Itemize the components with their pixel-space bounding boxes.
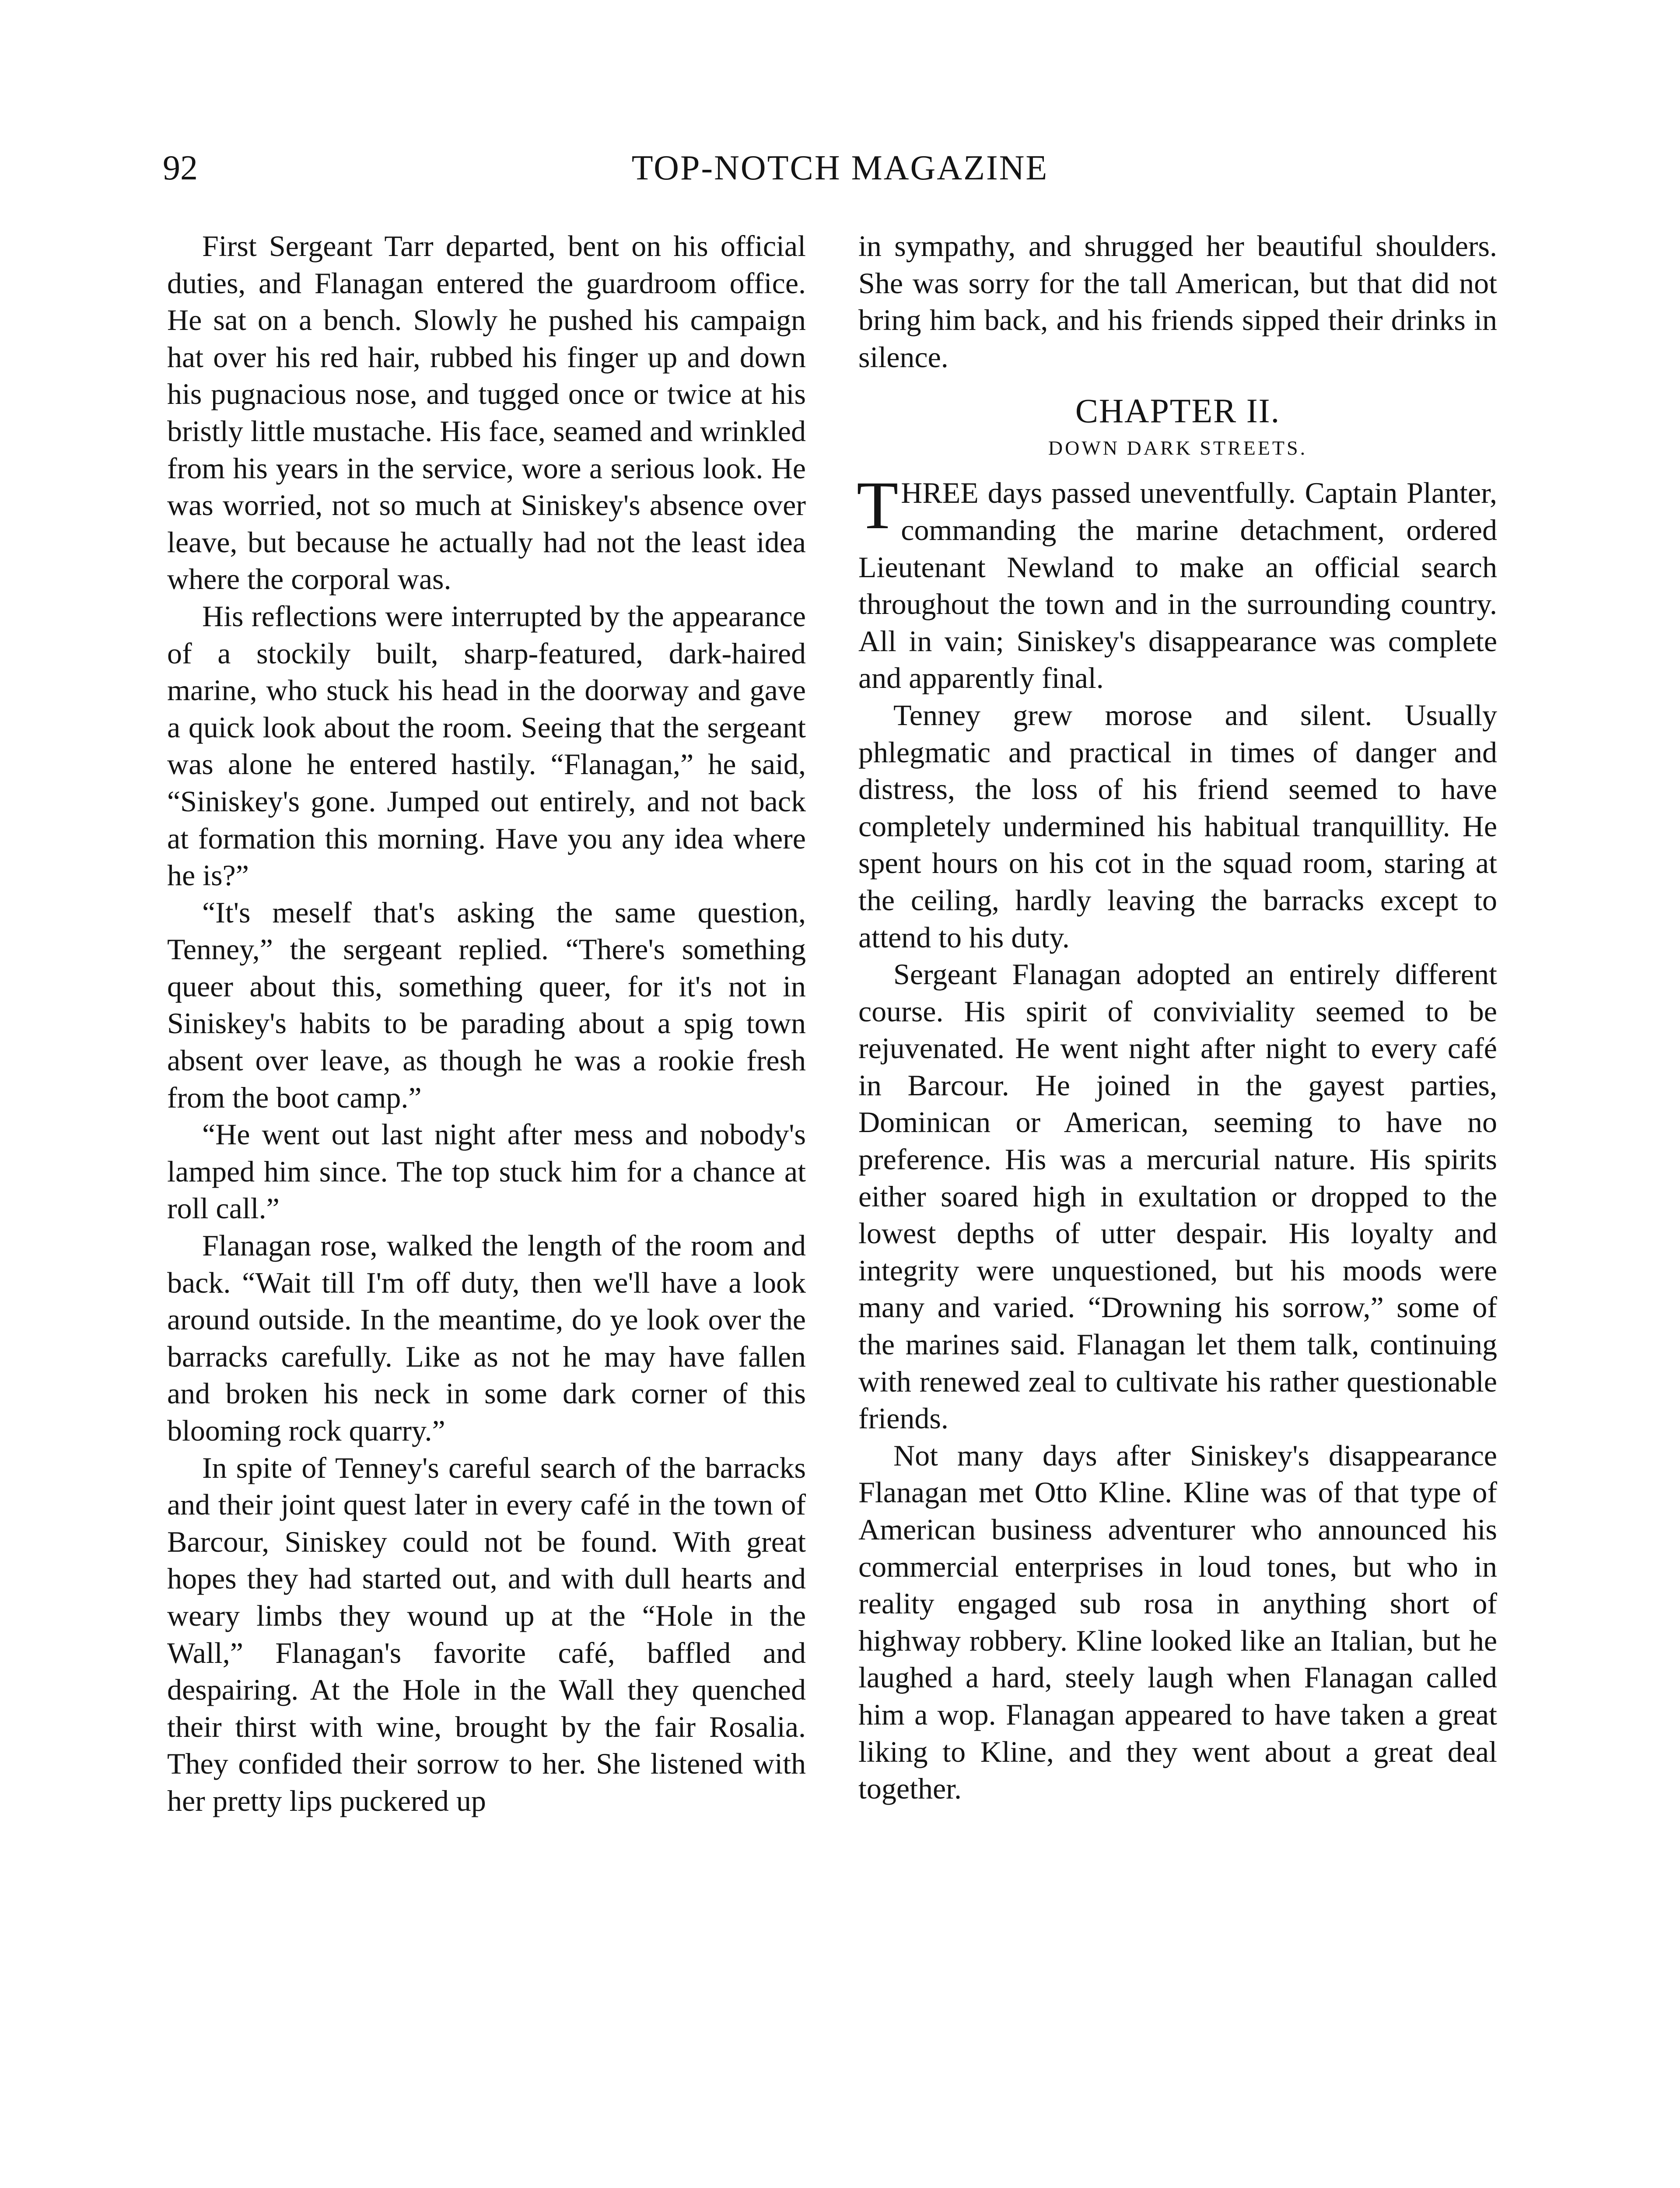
first-paragraph-text: HREE days passed uneventfully. Captain Planter, commanding the marine detachment, ordered Lieutenant Newland to make an official search throughout the town and in the surrounding country. All in vain; Siniskey's disappearance was complete and apparently final. (858, 476, 1497, 695)
chapter-subtitle: DOWN DARK STREETS. (1048, 437, 1308, 459)
paragraph: “He went out last night after mess and nobody's lamped him since. The top stuck him for a chance at roll call.” (167, 1118, 806, 1225)
paragraph: Not many days after Siniskey's disappearance Flanagan met Otto Kline. Kline was of that type of American business adventurer who announced his commercial enterprises in loud tones, but who in reality engaged sub rosa in anything short of highway robbery. Kline looked like an Italian, but he laughed a hard, steely laugh when Flanagan called him a wop. Flanagan appeared to have taken a great liking to Kline, and they went about a great deal together. (858, 1438, 1497, 1806)
right-column (858, 228, 1497, 1807)
chapter-title: CHAPTER II. (1075, 392, 1281, 430)
paragraph: Flanagan rose, walked the length of the room and back. “Wait till I'm off duty, then we'll have a look around outside. In the meantime, do ye look over the barracks carefully. Like as not he may have fallen and broken his neck in some dark corner of this blooming rock quarry.” (167, 1229, 806, 1447)
paragraph: Tenney grew morose and silent. Usually phlegmatic and practical in times of danger and distress, the loss of his friend seemed to have completely undermined his habitual tranquillity. He spent hours on his cot in the squad room, staring at the ceiling, hardly leaving the barracks except to attend to his duty. (858, 698, 1497, 954)
drop-cap: T (857, 467, 899, 543)
running-head: TOP-NOTCH MAGAZINE (631, 149, 1049, 187)
left-column (167, 228, 806, 1820)
paragraph: His reflections were interrupted by the appearance of a stockily built, sharp-featured, dark-haired marine, who stuck his head in the doorway and gave a quick look about the room. Seeing that the sergeant was alone he entered hastily. “Flanagan,” he said, “Siniskey's gone. Jumped out entirely, and not back at formation this morning. Have you any idea where he is?” (167, 599, 806, 892)
paragraph-continuation: in sympathy, and shrugged her beautiful shoulders. She was sorry for the tall American, but that did not bring him back, and his friends sipped their drinks in silence. (858, 229, 1497, 374)
paragraph: First Sergeant Tarr departed, bent on his official duties, and Flanagan entered the guardroom office. He sat on a bench. Slowly he pushed his campaign hat over his red hair, rubbed his finger up and down his pugnacious nose, and tugged once or twice at his bristly little mustache. His face, seamed and wrinkled from his years in the service, wore a serious look. He was worried, not so much at Siniskey's absence over leave, but because he actually had not the least idea where the corporal was. (167, 229, 806, 596)
paragraph: “It's meself that's asking the same question, Tenney,” the sergeant replied. “There's something queer about this, something queer, for it's not in Siniskey's habits to be parading about a spig town absent over leave, as though he was a rookie fresh from the boot camp.” (167, 895, 806, 1114)
chapter-first-paragraph (857, 467, 1497, 697)
paragraph: Sergeant Flanagan adopted an entirely different course. His spirit of conviviality seemed to be rejuvenated. He went night after night to every café in Barcour. He joined in the gayest parties, Dominican or American, seeming to have no preference. His was a mercurial nature. His spirits either soared high in exultation or dropped to the lowest depths of utter despair. His loyalty and integrity were unquestioned, but his moods were many and varied. “Drowning his sorrow,” some of the marines said. Flanagan let them talk, continuing with renewed zeal to cultivate his rather questionable friends. (858, 957, 1497, 1435)
page-number: 92 (163, 149, 198, 187)
paragraph: In spite of Tenney's careful search of the barracks and their joint quest later in every café in the town of Barcour, Siniskey could not be found. With great hopes they had started out, and with dull hearts and weary limbs they wound up at the “Hole in the Wall,” Flanagan's favorite café, baffled and despairing. At the Hole in the Wall they quenched their thirst with wine, brought by the fair Rosalia. They confided their sorrow to her. She listened with her pretty lips puckered up (167, 1451, 806, 1817)
